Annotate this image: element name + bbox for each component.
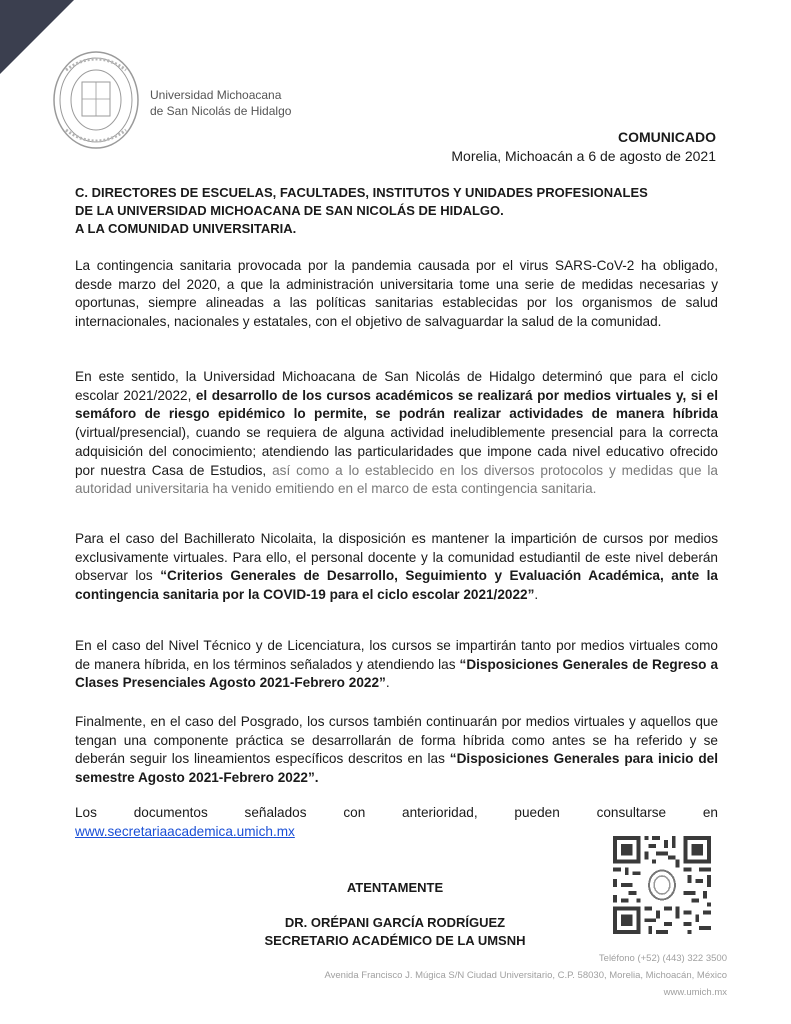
place-date: Morelia, Michoacán a 6 de agosto de 2021 bbox=[451, 148, 716, 164]
signatory bbox=[220, 914, 570, 950]
paragraph-text: En este sentido, la Universidad Michoacana de San Nicolás de Hidalgo determinó que para el ciclo escolar 2021/2022, bbox=[75, 369, 718, 403]
addressee-line: C. DIRECTORES DE ESCUELAS, FACULTADES, INSTITUTOS Y UNIDADES PROFESIONALES bbox=[75, 185, 648, 200]
addressee-line: A LA COMUNIDAD UNIVERSITARIA. bbox=[75, 221, 297, 236]
paragraph-emphasis: “Disposiciones Generales para inicio del semestre Agosto 2021-Febrero 2022”. bbox=[75, 751, 718, 786]
university-name bbox=[150, 87, 291, 119]
addressee-line: DE LA UNIVERSIDAD MICHOACANA DE SAN NICOLÁS DE HIDALGO. bbox=[75, 203, 504, 218]
paragraph-emphasis: “Criterios Generales de Desarrollo, Seguimiento y Evaluación Académica, ante la contingencia sanitaria por la COVID-19 para el ciclo escolar 2021/2022” bbox=[75, 568, 718, 603]
university-name-line2: de San Nicolás de Hidalgo bbox=[150, 104, 292, 118]
paragraph-text: Para el caso del Bachillerato Nicolaita, la disposición es mantener la impartición de cursos por medios exclusivamente virtuales. Para ello, el personal docente y la comunidad estudiantil de este nivel deberán observar los bbox=[75, 531, 718, 584]
closing: ATENTAMENTE bbox=[346, 880, 444, 895]
addressee bbox=[75, 184, 720, 238]
paragraph-emphasis: “Disposiciones Generales de Regreso a Clases Presenciales Agosto 2021-Febrero 2022” bbox=[75, 656, 718, 691]
university-seal-icon bbox=[52, 50, 140, 150]
signatory-name: DR. ORÉPANI GARCÍA RODRÍGUEZ bbox=[284, 915, 506, 930]
paragraph-text-gray: así como a lo establecido en los diversos protocolos y medidas que la autoridad universitaria ha venido emitiendo en el marco de esta contingencia sanitaria. bbox=[75, 462, 718, 497]
paragraph-emphasis: el desarrollo de los cursos académicos se realizará por medios virtuales y, si el semáforo de riesgo epidémico lo permite, se podrán realizar actividades de manera híbrida bbox=[75, 387, 718, 422]
signatory-position: SECRETARIO ACADÉMICO DE LA UMSNH bbox=[264, 933, 526, 948]
paragraph-posgrado bbox=[75, 713, 718, 788]
university-name-line1: Universidad Michoacana bbox=[150, 88, 282, 102]
paragraph-school-year bbox=[75, 368, 718, 499]
website-link[interactable]: www.secretariaacademica.umich.mx bbox=[75, 823, 295, 839]
paragraph-contingency: La contingencia sanitaria provocada por la pandemia causada por el virus SARS-CoV-2 ha obligado, desde marzo del 2020, a que la administración universitaria tome una serie de medidas necesarias y oportunas, siempre alineadas a las políticas sanitarias establecidas por los organismos de salud internacionales, nacionales y estatales, con el objetivo de salvaguardar la salud de la comunidad. bbox=[75, 258, 718, 330]
paragraph-bachillerato bbox=[75, 530, 718, 605]
paragraph-text: Los documentos señalados con anterioridad, pueden consultarse en bbox=[75, 805, 718, 820]
paragraph-text: (virtual/presencial), cuando se requiera de alguna actividad ineludiblemente presencial para la correcta adquisición del conocimiento; atendiendo las particularidades que impone cada nivel educativo ofrecido por nuestra Casa de Estudios, bbox=[75, 425, 718, 478]
qr-code-icon bbox=[613, 836, 711, 934]
paragraph-text: . bbox=[385, 675, 390, 691]
paragraph-text: . bbox=[534, 587, 539, 603]
footer-address: Avenida Francisco J. Múgica S/N Ciudad Universitario, C.P. 58030, Morelia, Michoacán, México bbox=[324, 970, 727, 981]
footer bbox=[324, 950, 727, 1001]
paragraph-text: En el caso del Nivel Técnico y de Licenciatura, los cursos se impartirán tanto por medios virtuales como de manera híbrida, en los términos señalados y atendiendo las bbox=[75, 638, 718, 672]
footer-phone: Teléfono (+52) (443) 322 3500 bbox=[598, 953, 727, 964]
document-header bbox=[451, 128, 716, 166]
paragraph-text: Finalmente, en el caso del Posgrado, los cursos también continuarán por medios virtuales y aquellos que tengan una componente práctica se desarrollarán de forma híbrida como antes se ha referido y se deberán seguir los lineamientos específicos descritos en las bbox=[75, 714, 718, 767]
footer-website: www.umich.mx bbox=[663, 987, 727, 998]
document-title: COMUNICADO bbox=[618, 129, 716, 145]
paragraph-licenciatura bbox=[75, 637, 718, 693]
